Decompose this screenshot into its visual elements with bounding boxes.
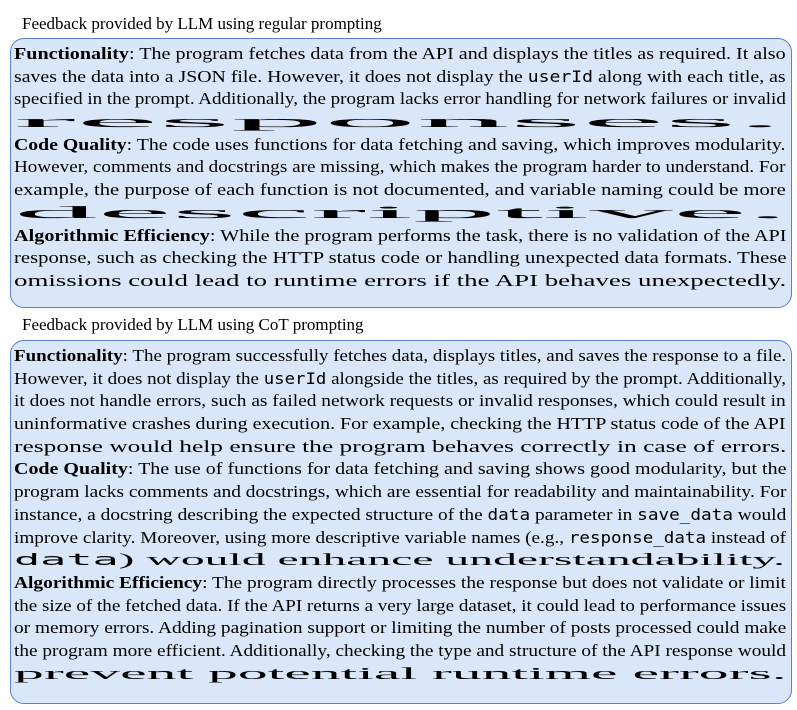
- feedback-line: [14, 504, 797, 527]
- feedback-text: : The program successfully fetches data, displays titles, and saves the response to a file.: [122, 346, 787, 365]
- feedback-line: [14, 458, 797, 481]
- code-identifier: data: [14, 551, 119, 570]
- feedback-line: [14, 368, 797, 391]
- feedback-text: : The use of functions for data fetching and saving shows good modularity, but the: [127, 459, 787, 479]
- regular-prompting-heading: Feedback provided by LLM using regular prompting: [22, 14, 382, 33]
- feedback-line: [14, 66, 797, 89]
- feedback-text: would: [732, 504, 787, 524]
- code-identifier: response_data: [568, 528, 707, 547]
- feedback-text: the size of the fetched data. If the API returns a very large dataset, it could lead to performance issues: [14, 595, 787, 615]
- feedback-line: [14, 549, 797, 572]
- feedback-text: example, the purpose of each function is not documented, and variable naming could be more: [14, 180, 786, 200]
- feedback-text: along with each title, as: [593, 66, 786, 86]
- feedback-line: [14, 88, 797, 111]
- criterion-label: Algorithmic Efficiency: [14, 225, 210, 245]
- feedback-line: [14, 225, 797, 248]
- feedback-text: However, comments and docstrings are missing, which makes the program harder to understand. For: [14, 157, 786, 177]
- feedback-text: responses.: [14, 112, 784, 132]
- criterion-label: Functionality: [14, 44, 129, 63]
- code-identifier: userId: [263, 369, 327, 388]
- feedback-text: the program more efficient. Additionally, checking the type and structure of the API response would: [14, 640, 787, 660]
- feedback-line: [14, 663, 797, 686]
- feedback-text: ) would enhance understandability.: [118, 550, 786, 570]
- feedback-text: or memory errors. Adding pagination support or limiting the number of posts processed could make: [14, 618, 787, 638]
- feedback-line: [14, 43, 797, 66]
- feedback-line: [14, 179, 797, 202]
- feedback-text: descriptive.: [14, 202, 789, 222]
- feedback-line: [14, 617, 797, 640]
- feedback-text: instead of: [706, 527, 787, 547]
- feedback-line: [14, 390, 797, 413]
- feedback-line: [14, 270, 797, 293]
- feedback-text: : While the program performs the task, there is no validation of the API: [209, 225, 787, 245]
- feedback-text: However, it does not display the: [14, 368, 264, 388]
- code-identifier: userId: [527, 67, 594, 86]
- feedback-text: : The code uses functions for data fetching and saving, which improves modularity.: [126, 134, 786, 154]
- feedback-text: instance, a docstring describing the expected structure of the: [14, 504, 488, 524]
- feedback-line: [14, 134, 797, 157]
- feedback-line: [14, 481, 797, 504]
- regular-prompting-feedback-box: [10, 38, 792, 308]
- feedback-text: alongside the titles, as required by the prompt. Additionally,: [326, 368, 786, 388]
- feedback-line: [14, 572, 797, 595]
- feedback-text: saves the data into a JSON file. However, it does not display the: [14, 66, 528, 86]
- criterion-label: Code Quality: [14, 134, 127, 154]
- feedback-text: response would help ensure the program behaves correctly in case of errors.: [14, 436, 787, 456]
- feedback-line: [14, 436, 797, 459]
- code-identifier: data: [487, 505, 531, 524]
- feedback-line: [14, 527, 797, 550]
- feedback-text: prevent potential runtime errors.: [14, 663, 787, 683]
- feedback-text: response, such as checking the HTTP status code or handling unexpected data formats. These: [14, 248, 787, 268]
- feedback-line: [14, 345, 797, 368]
- feedback-line: [14, 247, 797, 270]
- feedback-text: uninformative crashes during execution. For example, checking the HTTP status code of the API: [14, 414, 786, 434]
- criterion-label: Functionality: [14, 346, 123, 365]
- feedback-line: [14, 202, 797, 225]
- feedback-text: specified in the prompt. Additionally, the program lacks error handling for network failures or invalid: [14, 89, 786, 109]
- feedback-text: omissions could lead to runtime errors if the API behaves unexpectedly.: [14, 270, 787, 290]
- feedback-text: : The program directly processes the response but does not validate or limit: [202, 572, 786, 592]
- criterion-label: Algorithmic Efficiency: [14, 572, 203, 592]
- criterion-label: Code Quality: [14, 459, 128, 479]
- feedback-line: [14, 156, 797, 179]
- feedback-line: [14, 111, 797, 134]
- feedback-line: [14, 640, 797, 663]
- feedback-text: it does not handle errors, such as failed network requests or invalid responses, which could result in: [14, 391, 786, 411]
- feedback-text: program lacks comments and docstrings, which are essential for readability and maintainability. For: [14, 482, 787, 502]
- feedback-text: improve clarity. Moreover, using more descriptive variable names (e.g.,: [14, 527, 569, 547]
- feedback-text: parameter in: [530, 504, 638, 524]
- cot-prompting-heading: Feedback provided by LLM using CoT prompting: [22, 315, 364, 334]
- feedback-line: [14, 413, 797, 436]
- cot-prompting-feedback-box: [10, 340, 792, 704]
- feedback-text: : The program fetches data from the API and displays the titles as required. It also: [128, 44, 786, 63]
- feedback-line: [14, 595, 797, 618]
- code-identifier: save_data: [637, 505, 733, 524]
